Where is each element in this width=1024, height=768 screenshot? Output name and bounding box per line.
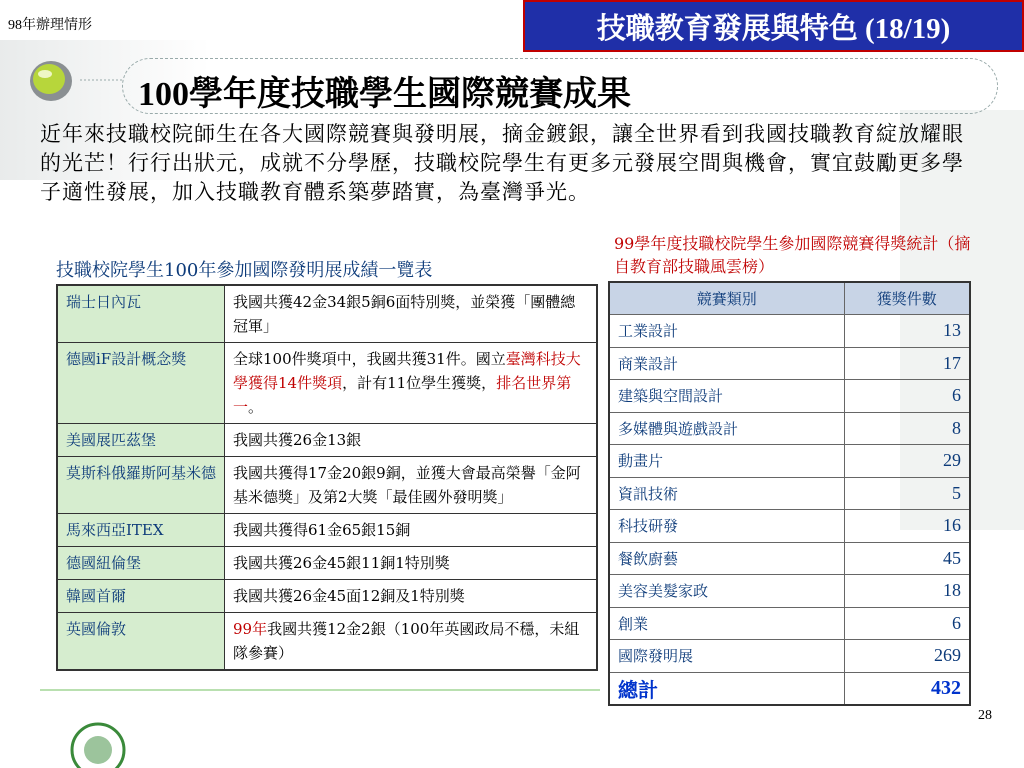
result-text: 。 — [248, 398, 264, 416]
result-text: 我國共獲42金34銀5銅6面特別獎，並榮獲「團體總冠軍」 — [233, 293, 576, 335]
event-result — [225, 514, 598, 547]
intro-paragraph: 近年來技職校院師生在各大國際競賽與發明展，摘金鍍銀，讓全世界看到我國技職教育綻放耀眼的光芒！行行出狀元，成就不分學歷，技職校院學生有更多元發展空間與機會，實宜鼓勵更多學子適性發展，加入技職教育體系築夢踏實，為臺灣爭光。 — [40, 122, 964, 204]
award-count: 16 — [844, 510, 970, 543]
competition-category: 多媒體與遊戲設計 — [609, 412, 844, 445]
highlight-text: 排名世界第一 — [233, 374, 572, 416]
award-count: 269 — [844, 640, 970, 673]
award-count: 45 — [844, 542, 970, 575]
event-name: 莫斯科俄羅斯阿基米德 — [57, 457, 225, 514]
event-result — [225, 424, 598, 457]
table-row — [57, 457, 597, 514]
table-row — [609, 380, 970, 413]
result-text: 我國共獲得17金20銀9銅，並獲大會最高榮譽「金阿基米德獎」及第2大獎「最佳國外發明獎」 — [233, 464, 581, 506]
award-count: 6 — [844, 607, 970, 640]
result-text: ，計有11位學生獲獎， — [342, 374, 497, 392]
event-name: 德國紐倫堡 — [57, 547, 225, 580]
table-row — [609, 445, 970, 478]
result-text: 我國共獲26金45面12銅及1特別獎 — [233, 587, 465, 605]
total-label: 總計 — [609, 672, 844, 705]
table-row — [57, 580, 597, 613]
table-row — [57, 285, 597, 343]
section-label: 98年辦理情形 — [8, 18, 92, 33]
left-table-caption: 技職校院學生100年參加國際發明展成績一覽表 — [56, 260, 433, 281]
table-row — [609, 640, 970, 673]
event-name: 韓國首爾 — [57, 580, 225, 613]
event-name: 馬來西亞ITEX — [57, 514, 225, 547]
event-name: 德國iF設計概念獎 — [57, 343, 225, 424]
table-row — [609, 575, 970, 608]
competition-category: 國際發明展 — [609, 640, 844, 673]
result-text: 我國共獲12金2銀（100年英國政局不穩，未組隊參賽） — [233, 620, 580, 662]
event-result — [225, 580, 598, 613]
competition-category: 科技研發 — [609, 510, 844, 543]
competition-category: 商業設計 — [609, 347, 844, 380]
result-text: 我國共獲26金45銀11銅1特別獎 — [233, 554, 450, 572]
table-row — [57, 547, 597, 580]
competition-category: 餐飲廚藝 — [609, 542, 844, 575]
award-count: 17 — [844, 347, 970, 380]
header-count: 獲獎件數 — [844, 282, 970, 315]
award-stats-table — [608, 281, 971, 706]
event-name: 英國倫敦 — [57, 613, 225, 671]
award-count: 8 — [844, 412, 970, 445]
event-result — [225, 547, 598, 580]
table-row — [609, 347, 970, 380]
table-row — [609, 477, 970, 510]
table-row — [609, 542, 970, 575]
highlight-text: 臺灣科技大學獲得14件獎項 — [233, 350, 581, 392]
event-name: 美國展匹茲堡 — [57, 424, 225, 457]
total-row — [609, 672, 970, 705]
result-text: 我國共獲得61金65銀15銅 — [233, 521, 411, 539]
table-row — [57, 514, 597, 547]
table-header-row — [609, 282, 970, 315]
competition-category: 創業 — [609, 607, 844, 640]
award-count: 13 — [844, 315, 970, 348]
award-count: 29 — [844, 445, 970, 478]
table-row — [609, 607, 970, 640]
event-result — [225, 613, 598, 671]
subtitle: 100學年度技職學生國際競賽成果 — [138, 76, 631, 113]
award-count: 6 — [844, 380, 970, 413]
award-count: 5 — [844, 477, 970, 510]
table-row — [57, 343, 597, 424]
slide-title: 技職教育發展與特色 (18/19) — [523, 0, 1024, 52]
table-row — [57, 613, 597, 671]
page-number: 28 — [978, 708, 992, 723]
competition-category: 美容美髮家政 — [609, 575, 844, 608]
highlight-text: 99年 — [233, 620, 268, 638]
event-result — [225, 285, 598, 343]
table-row — [609, 412, 970, 445]
total-count: 432 — [844, 672, 970, 705]
result-text: 全球100件獎項中，我國共獲31件。國立 — [233, 350, 506, 368]
invention-results-table — [56, 284, 598, 671]
right-table-caption: 99學年度技職校院學生參加國際競賽得獎統計（摘自教育部技職風雲榜） — [614, 234, 971, 276]
competition-category: 工業設計 — [609, 315, 844, 348]
table-row — [609, 510, 970, 543]
result-text: 我國共獲26金13銀 — [233, 431, 362, 449]
table-row — [609, 315, 970, 348]
competition-category: 動畫片 — [609, 445, 844, 478]
competition-category: 建築與空間設計 — [609, 380, 844, 413]
competition-category: 資訊技術 — [609, 477, 844, 510]
award-count: 18 — [844, 575, 970, 608]
header-category: 競賽類別 — [609, 282, 844, 315]
event-result — [225, 343, 598, 424]
bullet-disc-icon — [28, 58, 74, 104]
table-row — [57, 424, 597, 457]
event-result — [225, 457, 598, 514]
moe-logo-fragment — [68, 718, 188, 768]
event-name: 瑞士日內瓦 — [57, 285, 225, 343]
